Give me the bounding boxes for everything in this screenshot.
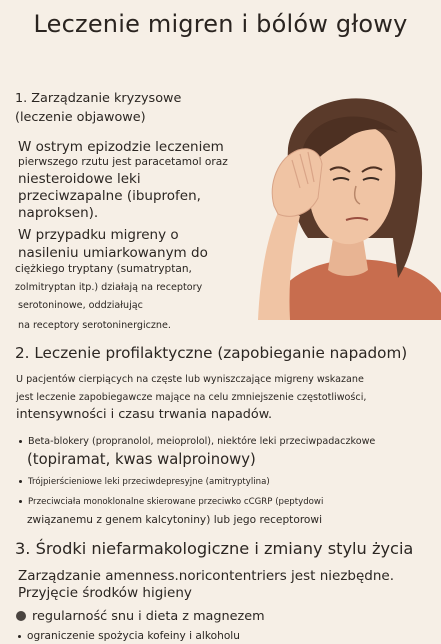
s1-p2-line: na receptory serotoninergiczne. <box>18 320 171 331</box>
s3-bullet-item: ograniczenie spożycia kofeiny i alkoholu <box>18 630 240 642</box>
bullet-icon <box>19 480 22 483</box>
s2-bullet-cont: związanemu z genem kalcytoniny) lub jego receptorowi <box>27 514 323 526</box>
section2-heading: 2. Leczenie profilaktyczne (zapobieganie napadom) <box>15 344 408 362</box>
section3-heading: 3. Środki niefarmakologiczne i zmiany stylu życia <box>15 539 414 558</box>
bullet-icon <box>19 500 22 503</box>
bullet-icon <box>18 635 21 638</box>
bullet-icon <box>19 440 22 443</box>
s2-bullet-item: Przeciwciała monoklonalne skierowane przeciwko cCGRP (peptydowi <box>19 497 323 507</box>
s1-p2-line: zolmitryptan itp.) działają na receptory <box>15 282 203 293</box>
s3-intro-line: Przyjęcie środków higieny <box>18 585 192 601</box>
s1-p2-line: nasileniu umiarkowanym do <box>18 245 208 261</box>
bullet-icon <box>16 611 26 621</box>
s2-intro-line: intensywności i czasu trwania napadów. <box>16 407 273 422</box>
s2-intro-line: jest leczenie zapobiegawcze mające na celu zmniejszenie częstotliwości, <box>16 392 367 403</box>
s1-p1-line: niesteroidowe leki <box>18 171 141 187</box>
woman-headache-illustration <box>248 88 441 320</box>
s3-intro-line: Zarządzanie amenness.noricontentriers jest niezbędne. <box>18 568 395 584</box>
section1-heading: 1. Zarządzanie kryzysowe <box>15 91 182 106</box>
s1-p2-line: serotoninowe, oddziałując <box>18 300 143 311</box>
s1-p1-line: naproksen). <box>18 205 99 221</box>
s1-p1-line: przeciwzapalne (ibuprofen, <box>18 188 201 204</box>
s2-bullet-cont: (topiramat, kwas walproinowy) <box>27 451 256 468</box>
s1-p2-line: W przypadku migreny o <box>18 227 179 243</box>
section1-subheading: (leczenie objawowe) <box>15 110 146 125</box>
s2-intro-line: U pacjentów cierpiących na częste lub wyniszczające migreny wskazane <box>16 374 364 385</box>
page-title: Leczenie migren i bólów głowy <box>33 10 408 38</box>
s3-bullet-item: regularność snu i dieta z magnezem <box>16 609 265 624</box>
s1-p1-line: W ostrym epizodzie leczeniem <box>18 139 224 155</box>
s2-bullet-item: Trójpierścieniowe leki przeciwdepresyjne (amitryptylina) <box>19 477 270 487</box>
s1-p2-line: ciężkiego tryptany (sumatryptan, <box>15 263 192 275</box>
s2-bullet-item: Beta-blokery (propranolol, meioprolol), niektóre leki przeciwpadaczkowe <box>19 436 375 447</box>
s1-p1-line: pierwszego rzutu jest paracetamol oraz <box>18 156 228 168</box>
